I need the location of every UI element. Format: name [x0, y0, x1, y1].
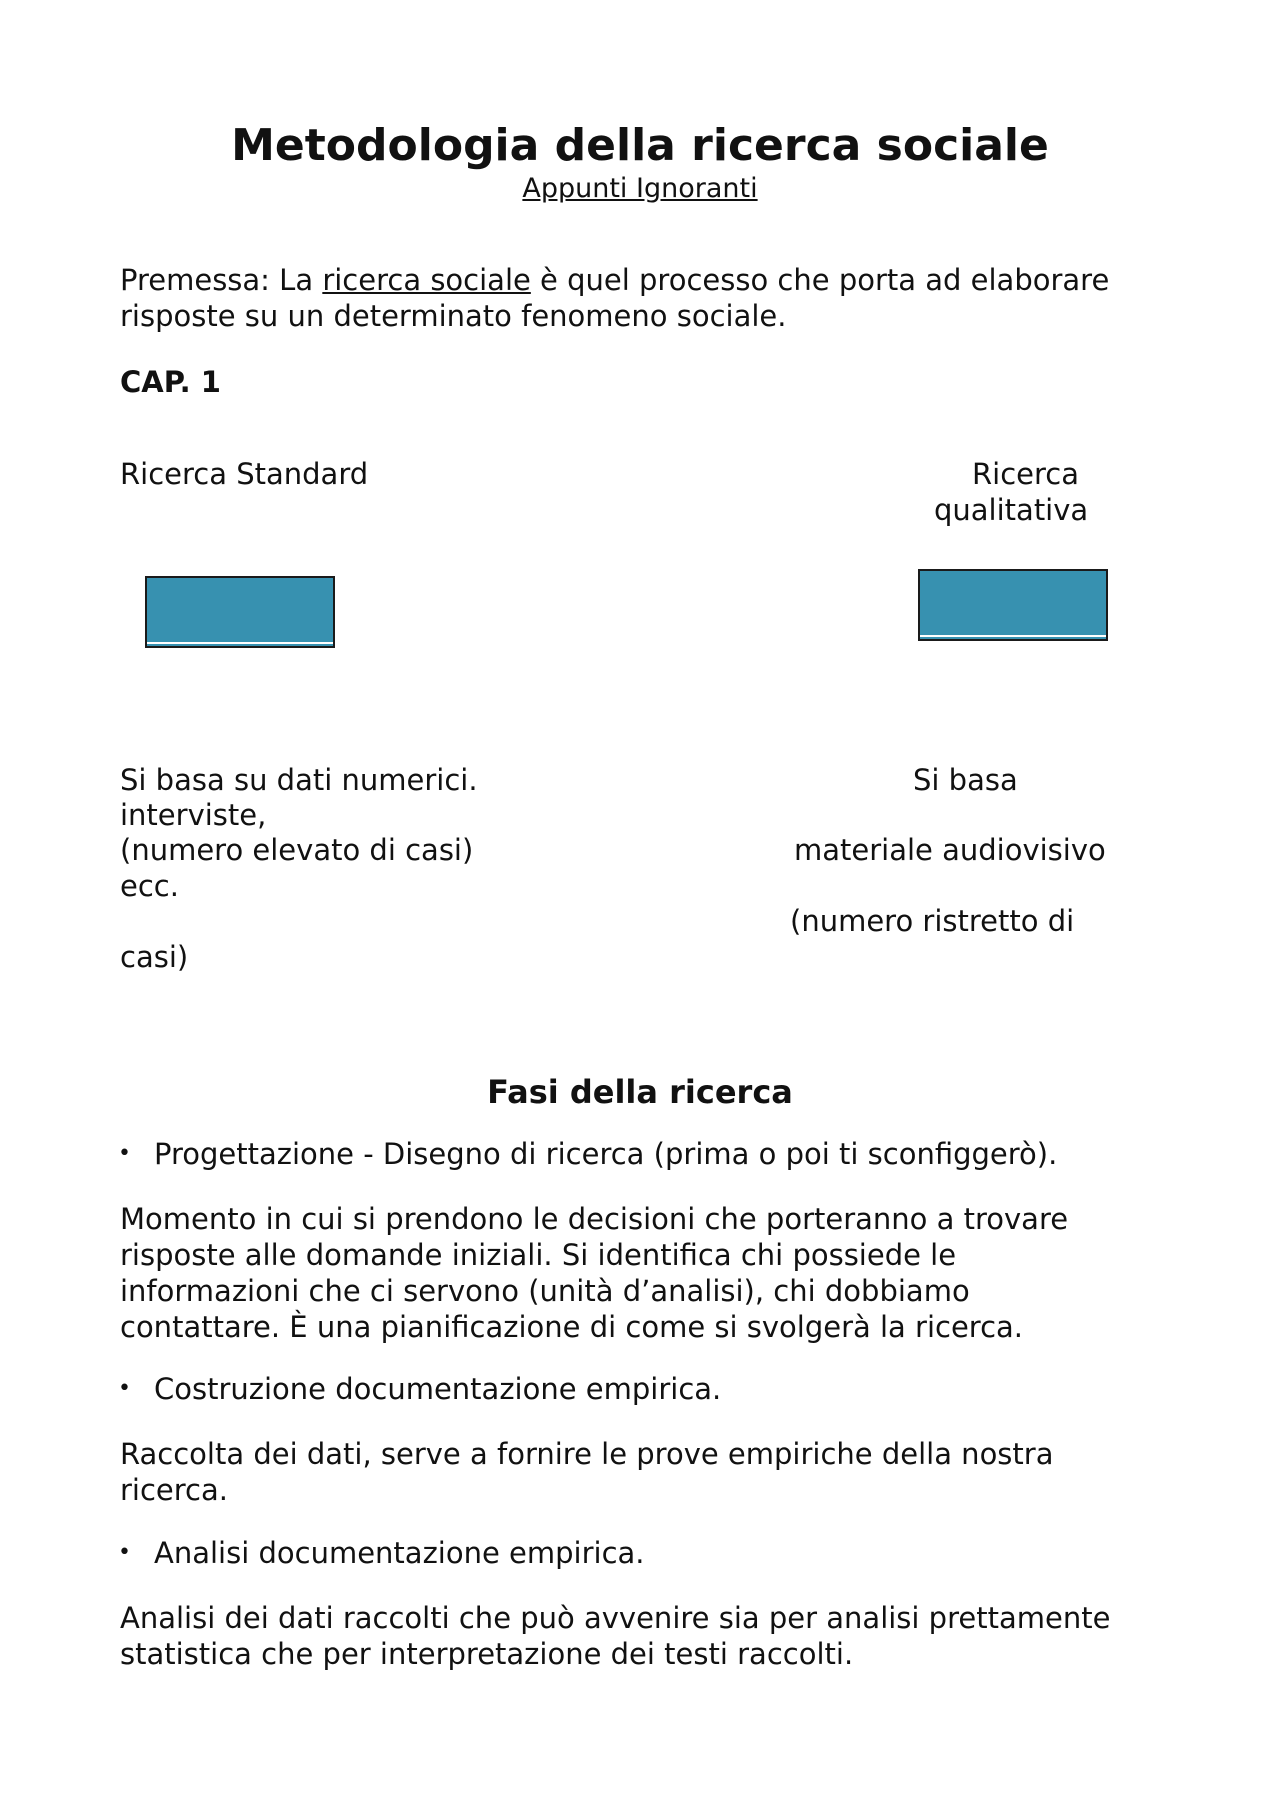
phase-2-desc-line: ricerca. [120, 1473, 228, 1507]
premessa-term: ricerca sociale [322, 263, 531, 297]
bullet-icon: • [118, 1540, 131, 1565]
left-column-heading: Ricerca Standard [120, 457, 369, 491]
phase-1-desc-line: risposte alle domande iniziali. Si identifica chi possiede le [120, 1238, 957, 1272]
qualitative-research-box [918, 569, 1108, 641]
qualitative-desc-line-6: casi) [120, 940, 189, 974]
phase-2-description [120, 1436, 1180, 1508]
bullet-icon: • [118, 1141, 131, 1166]
page-subtitle: Appunti Ignoranti [522, 173, 758, 204]
premessa-prefix: Premessa: La [120, 263, 323, 297]
phases-heading: Fasi della ricerca [487, 1073, 793, 1111]
premessa-line-2: risposte su un determinato fenomeno sociale. [120, 299, 787, 333]
qualitative-desc-line-3: materiale audiovisivo [794, 833, 1106, 867]
phase-1-description [120, 1201, 1180, 1345]
standard-desc-line-1: Si basa su dati numerici. [120, 763, 478, 797]
phase-2-label: Costruzione documentazione empirica. [154, 1372, 722, 1406]
page-title: Metodologia della ricerca sociale [231, 120, 1049, 171]
phase-2-desc-line: Raccolta dei dati, serve a fornire le prove empiriche della nostra [120, 1437, 1054, 1471]
standard-desc-line-2: (numero elevato di casi) [120, 833, 474, 867]
chapter-heading: CAP. 1 [120, 365, 221, 399]
phase-1-label: Progettazione - Disegno di ricerca (prima o poi ti sconfiggerò). [154, 1137, 1058, 1171]
qualitative-desc-line-5: (numero ristretto di [790, 904, 1075, 938]
phase-3-desc-line: Analisi dei dati raccolti che può avvenire sia per analisi prettamente [120, 1601, 1111, 1635]
phase-3-description [120, 1600, 1180, 1672]
phase-1-desc-line: contattare. È una pianificazione di come si svolgerà la ricerca. [120, 1310, 1024, 1344]
qualitative-desc-line-1: Si basa [913, 763, 1018, 797]
qualitative-desc-line-4: ecc. [120, 869, 179, 903]
premessa-line-1 [120, 262, 1109, 298]
right-column-heading-line-2: qualitativa [934, 493, 1089, 527]
phase-1-desc-line: Momento in cui si prendono le decisioni che porteranno a trovare [120, 1202, 1069, 1236]
phase-3-label: Analisi documentazione empirica. [154, 1536, 645, 1570]
phase-1-desc-line: informazioni che ci servono (unità d’analisi), chi dobbiamo [120, 1274, 970, 1308]
premessa-suffix: è quel processo che porta ad elaborare [530, 263, 1110, 297]
standard-research-box [145, 576, 335, 648]
phase-3-desc-line: statistica che per interpretazione dei testi raccolti. [120, 1637, 854, 1671]
bullet-icon: • [118, 1376, 131, 1401]
qualitative-desc-line-2: interviste, [120, 798, 267, 832]
right-column-heading-line-1: Ricerca [972, 457, 1079, 491]
